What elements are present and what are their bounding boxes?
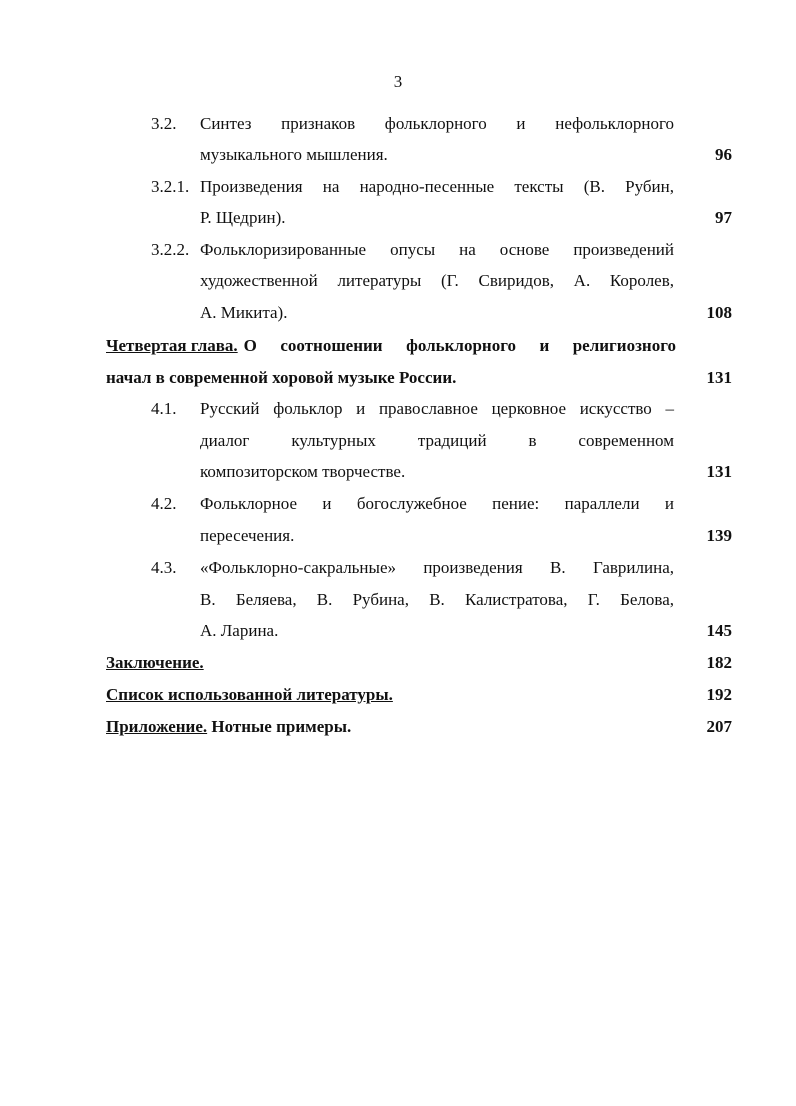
page-ref: 131 bbox=[706, 462, 732, 481]
entry-text: художественной литературы (Г. Свиридов, А. Королев, bbox=[200, 271, 674, 290]
entry-text: Фольклорное и богослужебное пение: параллели и bbox=[200, 494, 674, 513]
page-ref: 145 bbox=[706, 621, 732, 640]
entry-number: 4.1. bbox=[151, 399, 177, 418]
entry-text: Произведения на народно-песенные тексты (В. Рубин, bbox=[200, 177, 674, 196]
bibliography-heading: Список использованной литературы. bbox=[106, 685, 393, 704]
page-ref: 182 bbox=[706, 653, 732, 672]
chapter-heading bbox=[106, 336, 676, 356]
entry-text: Русский фольклор и православное церковное искусство – bbox=[200, 399, 674, 418]
page-ref: 96 bbox=[715, 145, 732, 164]
conclusion-heading: Заключение. bbox=[106, 653, 204, 672]
appendix-heading bbox=[106, 717, 351, 737]
entry-text: А. Ларина. bbox=[200, 621, 279, 640]
entry-text: В. Беляева, В. Рубина, В. Калистратова, Г. Белова, bbox=[200, 590, 674, 609]
appendix-title: Нотные примеры. bbox=[207, 717, 352, 736]
entry-number: 3.2.1. bbox=[151, 177, 190, 196]
chapter-label: Четвертая глава. bbox=[106, 336, 238, 355]
entry-text: Синтез признаков фольклорного и нефольклорного bbox=[200, 114, 674, 133]
page-ref: 108 bbox=[706, 303, 732, 322]
entry-text: диалог культурных традиций в современном bbox=[200, 431, 674, 450]
appendix-label: Приложение. bbox=[106, 717, 208, 736]
entry-number: 3.2. bbox=[151, 114, 177, 133]
page-ref: 97 bbox=[715, 208, 732, 227]
entry-text: «Фольклорно-сакральные» произведения В. Гаврилина, bbox=[200, 558, 674, 577]
page-number: 3 bbox=[393, 72, 403, 91]
entry-text: музыкального мышления. bbox=[200, 145, 388, 164]
chapter-title: О соотношении фольклорного и религиозного bbox=[243, 336, 676, 355]
entry-text: Фольклоризированные опусы на основе произведений bbox=[200, 240, 674, 259]
page-ref: 207 bbox=[706, 717, 732, 736]
entry-text: композиторском творчестве. bbox=[200, 462, 406, 481]
page-ref: 139 bbox=[706, 526, 732, 545]
chapter-title-line: начал в современной хоровой музыке России. bbox=[106, 368, 457, 387]
entry-number: 3.2.2. bbox=[151, 240, 190, 259]
page-ref: 192 bbox=[706, 685, 732, 704]
entry-number: 4.3. bbox=[151, 558, 177, 577]
entry-text: А. Микита). bbox=[200, 303, 288, 322]
page-ref: 131 bbox=[706, 368, 732, 387]
entry-text: пересечения. bbox=[200, 526, 295, 545]
entry-number: 4.2. bbox=[151, 494, 177, 513]
entry-text: Р. Щедрин). bbox=[200, 208, 286, 227]
